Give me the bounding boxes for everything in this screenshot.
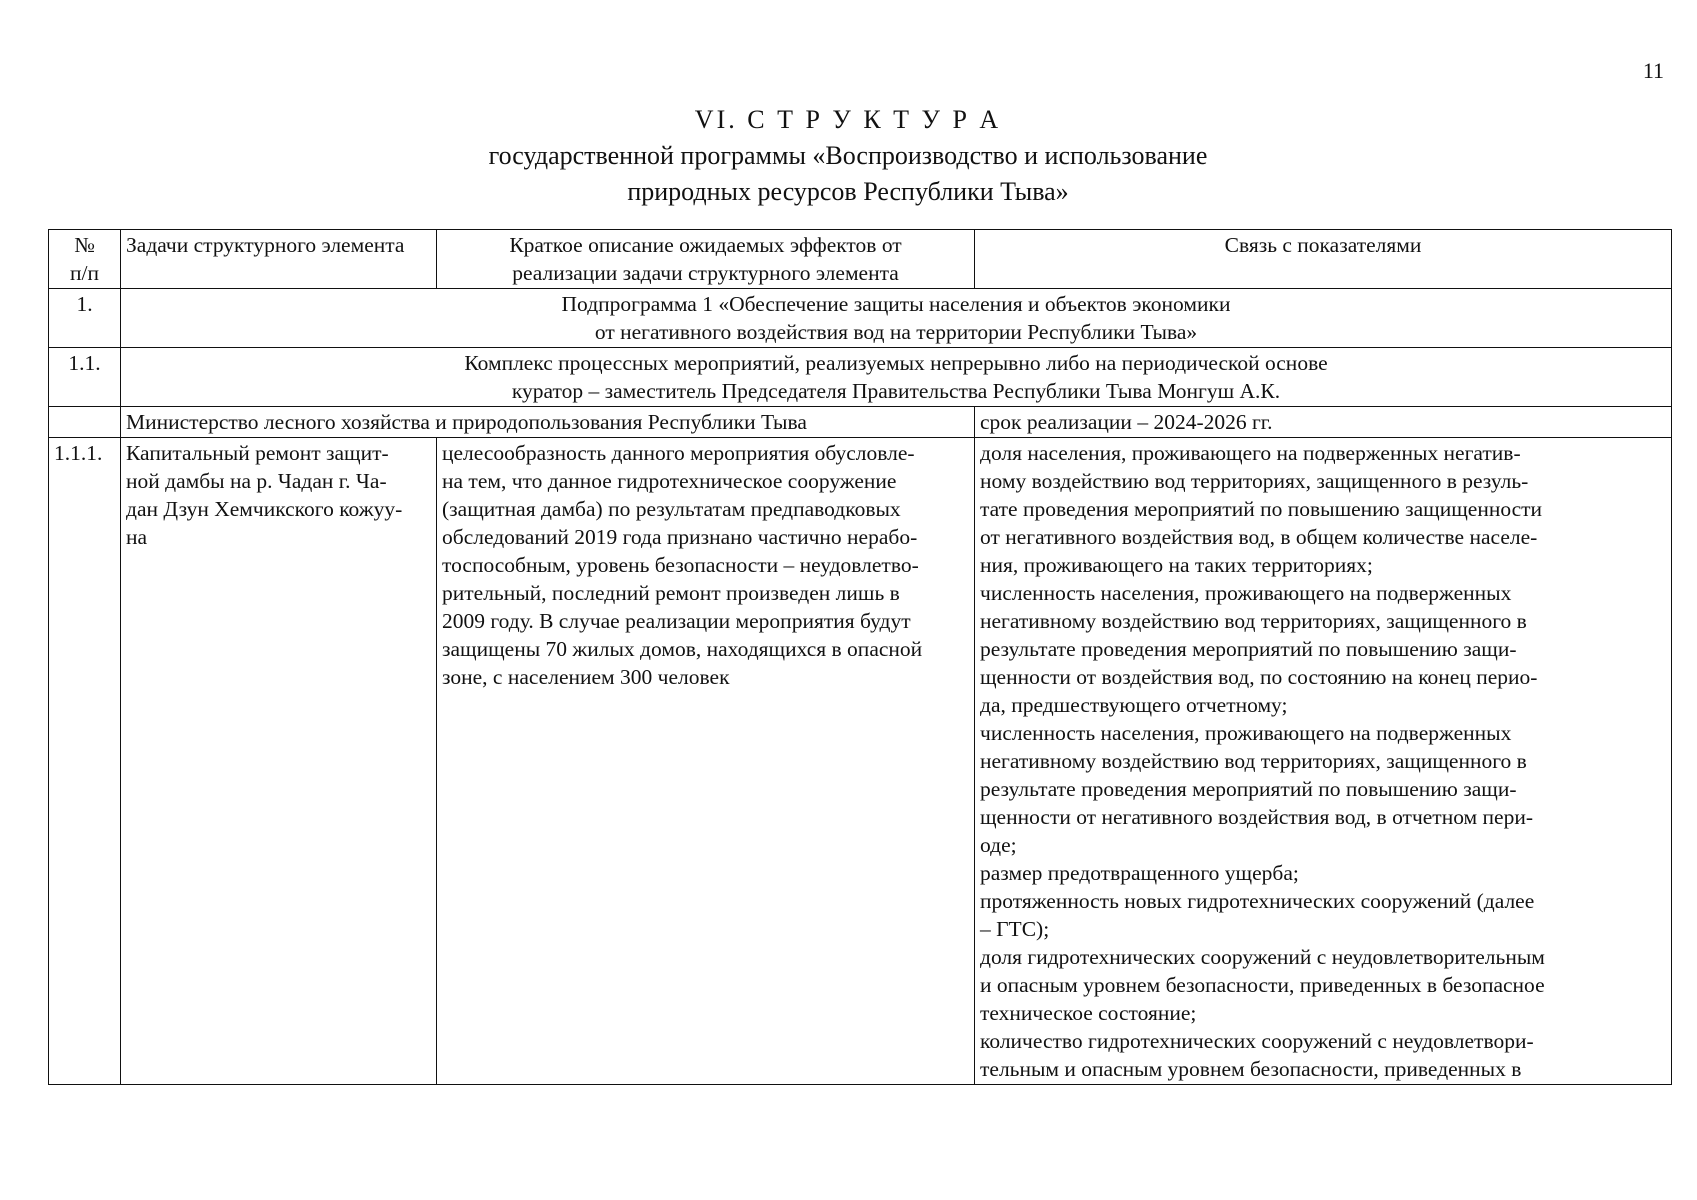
complex-num: 1.1. bbox=[49, 348, 121, 407]
table-row bbox=[49, 438, 1672, 1085]
related-indicators: доля населения, проживающего на подверженных негатив- ному воздействию вод территориях, защищенного в резуль- тате проведения мероприятий по повышению защищенности от негативного воздействия вод, в общем количестве населе- ния, проживающего на таких территориях; численность населения, проживающего на подверженных негативному воздействию вод территориях, защищенного в результате проведения мероприятий по повышению защи- щенности от воздействия вод, по состоянию на конец перио- да, предшествующего отчетному; численность населения, проживающего на подверженных негативному воздействию вод территориях, защищенного в результате проведения мероприятий по повышению защи- щенности от негативного воздействия вод, в отчетном пери- оде; размер предотвращенного ущерба; протяженность новых гидротехнических сооружений (далее – ГТС); доля гидротехнических сооружений с неудовлетворительным и опасным уровнем безопасности, приведенных в безопасное техническое состояние; количество гидротехнических сооружений с неудовлетвори- тельным и опасным уровнем безопасности, приведенных в bbox=[975, 438, 1672, 1085]
document-heading bbox=[48, 102, 1648, 210]
subprogram-row bbox=[49, 289, 1672, 348]
table-header-row bbox=[49, 230, 1672, 289]
page-number: 11 bbox=[1642, 58, 1664, 83]
header-effects: Краткое описание ожидаемых эффектов от реализации задачи структурного элемента bbox=[437, 230, 975, 289]
implementation-term: срок реализации – 2024-2026 гг. bbox=[975, 407, 1672, 438]
structure-table bbox=[48, 229, 1672, 1085]
ministry-row bbox=[49, 407, 1672, 438]
complex-title: Комплекс процессных мероприятий, реализуемых непрерывно либо на периодической основе куратор – заместитель Председателя Правительства Республики Тыва Монгуш А.К. bbox=[121, 348, 1672, 407]
ministry-name: Министерство лесного хозяйства и природопользования Республики Тыва bbox=[121, 407, 975, 438]
section-title: VI. С Т Р У К Т У Р А bbox=[694, 105, 1002, 134]
subprogram-num: 1. bbox=[49, 289, 121, 348]
task-description: Капитальный ремонт защит- ной дамбы на р. Чадан г. Ча- дан Дзун Хемчикского кожуу- на bbox=[121, 438, 437, 1085]
ministry-num bbox=[49, 407, 121, 438]
complex-row bbox=[49, 348, 1672, 407]
program-title-line2: природных ресурсов Республики Тыва» bbox=[627, 177, 1069, 206]
expected-effects: целесообразность данного мероприятия обусловле- на тем, что данное гидротехническое сооружение (защитная дамба) по результатам предпаводковых обследований 2019 года признано частично нерабо- тоспособным, уровень безопасности – неудовлетво- рительный, последний ремонт произведен лишь в 2009 году. В случае реализации мероприятия будут защищены 70 жилых домов, находящихся в опасной зоне, с населением 300 человек bbox=[437, 438, 975, 1085]
header-num: № п/п bbox=[49, 230, 121, 289]
program-title-line1: государственной программы «Воспроизводство и использование bbox=[488, 141, 1208, 170]
header-tasks: Задачи структурного элемента bbox=[121, 230, 437, 289]
subprogram-title: Подпрограмма 1 «Обеспечение защиты населения и объектов экономики от негативного воздействия вод на территории Республики Тыва» bbox=[121, 289, 1672, 348]
task-num: 1.1.1. bbox=[49, 438, 121, 1085]
header-indicators: Связь с показателями bbox=[975, 230, 1672, 289]
